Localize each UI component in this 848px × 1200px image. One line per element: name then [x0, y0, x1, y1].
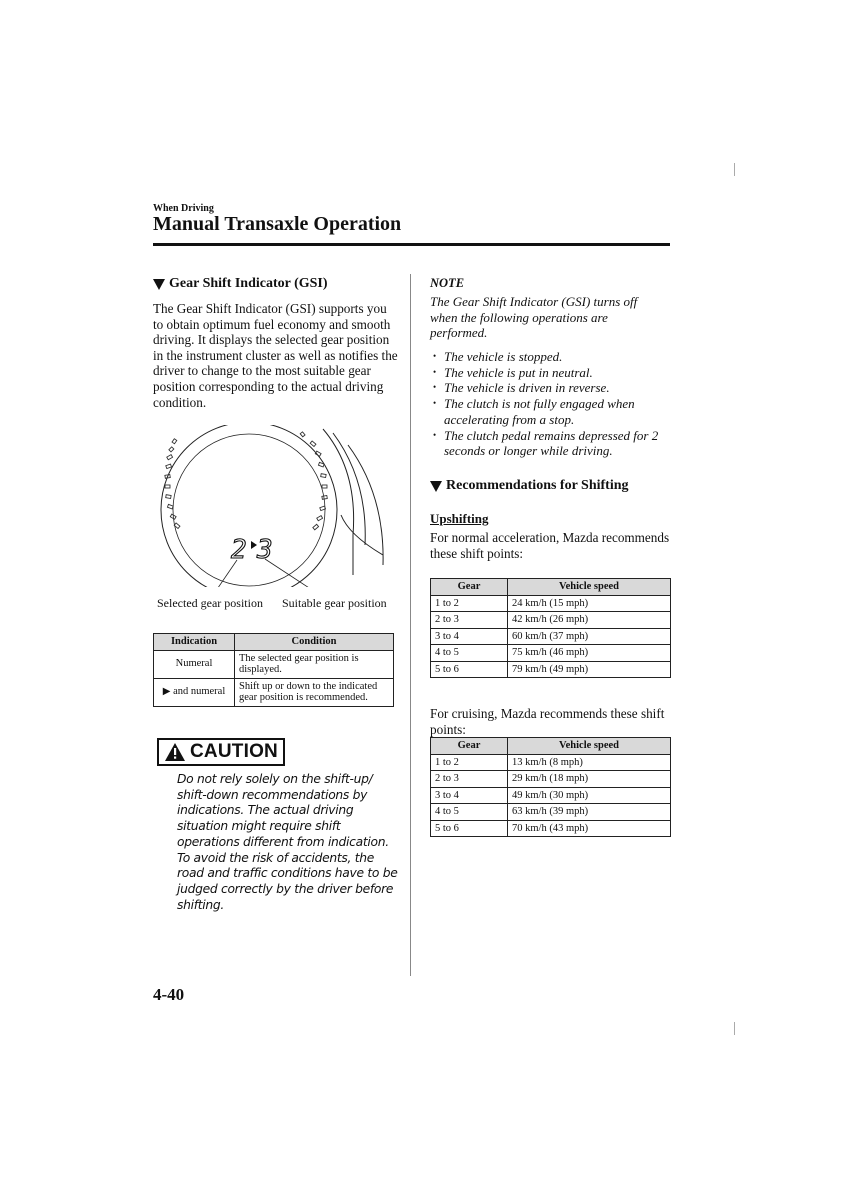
table-cell: 4 to 5 — [431, 804, 508, 821]
table-cell: 42 km/h (26 mph) — [508, 612, 671, 629]
page-number: 4-40 — [153, 985, 185, 1004]
indication-table — [153, 633, 394, 707]
table-cell: The selected gear position is displayed. — [235, 650, 394, 678]
table-cell: Shift up or down to the indicated gear position is recommended. — [235, 678, 394, 706]
indication-text: and numeral — [173, 686, 226, 698]
title-rule — [153, 243, 670, 246]
tachometer-ring — [161, 425, 337, 587]
table-row — [154, 650, 394, 678]
list-item: • The vehicle is stopped. — [430, 349, 670, 365]
crop-mark — [734, 163, 735, 176]
selected-gear-digit: 2 — [231, 535, 247, 565]
table-cell: 24 km/h (15 mph) — [508, 595, 671, 612]
caption-selected-gear: Selected gear position — [157, 596, 263, 610]
table-cell: 3 to 4 — [431, 787, 508, 804]
table-cell: 2 to 3 — [431, 771, 508, 788]
page-title: Manual Transaxle Operation — [153, 213, 402, 235]
list-item: • The clutch is not fully engaged when accelerating from a stop. — [430, 396, 670, 427]
table-row — [431, 645, 671, 662]
tachometer-inner-ring — [173, 434, 325, 586]
triangle-right-icon: ▶ — [162, 686, 171, 698]
upshifting-title: Upshifting — [430, 511, 489, 526]
table-row — [154, 678, 394, 706]
recommendations-heading — [430, 478, 629, 494]
list-item: • The vehicle is driven in reverse. — [430, 380, 670, 396]
warning-triangle-icon — [164, 742, 186, 762]
table-row — [431, 661, 671, 678]
cruise-intro: For cruising, Mazda recommends these shift points: — [430, 706, 665, 737]
table-row — [431, 804, 671, 821]
gsi-heading-text: Gear Shift Indicator (GSI) — [169, 276, 328, 291]
table-row — [431, 787, 671, 804]
table-cell: 49 km/h (30 mph) — [508, 787, 671, 804]
gsi-display — [231, 535, 273, 565]
recommendations-heading-text: Recommendations for Shifting — [446, 478, 629, 493]
table-row — [431, 595, 671, 612]
list-item: • The vehicle is put in neutral. — [430, 365, 670, 381]
table-cell: 79 km/h (49 mph) — [508, 661, 671, 678]
table-cell: 29 km/h (18 mph) — [508, 771, 671, 788]
caution-text: Do not rely solely on the shift-up/ shift-down recommendations by indications. The actual driving situation might require shift operations different from indication. To avoid the risk of accidents, the road and traffic conditions have to be judged correctly by the driver before shifting. — [177, 772, 398, 912]
gsi-heading — [153, 276, 328, 292]
table-cell: 3 to 4 — [431, 628, 508, 645]
cluster-inner-arc — [341, 515, 383, 555]
cruise-shift-table — [430, 737, 671, 837]
table-cell: 5 to 6 — [431, 820, 508, 837]
table-header-row — [431, 738, 671, 755]
caption-suitable-gear: Suitable gear position — [282, 596, 387, 610]
note-intro: The Gear Shift Indicator (GSI) turns off when the following operations are performed. — [430, 294, 638, 341]
table-cell: 1 to 2 — [431, 595, 508, 612]
table-cell: 75 km/h (46 mph) — [508, 645, 671, 662]
caution-label: CAUTION — [190, 741, 278, 762]
note-title: NOTE — [430, 276, 465, 290]
table-cell: 2 to 3 — [431, 612, 508, 629]
table-cell: Numeral — [154, 650, 235, 678]
table-cell — [154, 678, 235, 706]
note-list — [430, 349, 670, 459]
table-row — [431, 754, 671, 771]
table-cell: 70 km/h (43 mph) — [508, 820, 671, 837]
table-row — [431, 628, 671, 645]
table-cell: 13 km/h (8 mph) — [508, 754, 671, 771]
table-cell: 63 km/h (39 mph) — [508, 804, 671, 821]
suitable-gear-digit: 3 — [257, 535, 273, 565]
crop-mark — [734, 1022, 735, 1035]
column-header: Vehicle speed — [508, 579, 671, 596]
cluster-outer-arc — [323, 429, 354, 575]
table-cell: 1 to 2 — [431, 754, 508, 771]
caution-box — [157, 738, 285, 766]
column-divider — [410, 274, 411, 976]
gsi-cluster-figure — [153, 425, 393, 587]
list-item: • The clutch pedal remains depressed for 2 seconds or longer while driving. — [430, 428, 670, 459]
column-header: Vehicle speed — [508, 738, 671, 755]
triangle-down-icon — [430, 481, 442, 492]
column-header: Condition — [235, 634, 394, 651]
table-cell: 5 to 6 — [431, 661, 508, 678]
table-cell: 4 to 5 — [431, 645, 508, 662]
normal-intro: For normal acceleration, Mazda recommends these shift points: — [430, 530, 670, 561]
gsi-body: The Gear Shift Indicator (GSI) supports you to obtain optimum fuel economy and smooth driving. It displays the selected gear position in the instrument cluster as well as notifies the driver to change to the most suitable gear position corresponding to the actual driving condition. — [153, 301, 398, 410]
column-header: Gear — [431, 738, 508, 755]
tick-marks — [165, 432, 327, 530]
triangle-down-icon — [153, 279, 165, 290]
column-header: Gear — [431, 579, 508, 596]
column-header: Indication — [154, 634, 235, 651]
section-label: When Driving — [153, 203, 214, 214]
normal-shift-table — [430, 578, 671, 678]
table-row — [431, 771, 671, 788]
table-row — [431, 612, 671, 629]
table-header-row — [154, 634, 394, 651]
table-row — [431, 820, 671, 837]
table-header-row — [431, 579, 671, 596]
table-cell: 60 km/h (37 mph) — [508, 628, 671, 645]
